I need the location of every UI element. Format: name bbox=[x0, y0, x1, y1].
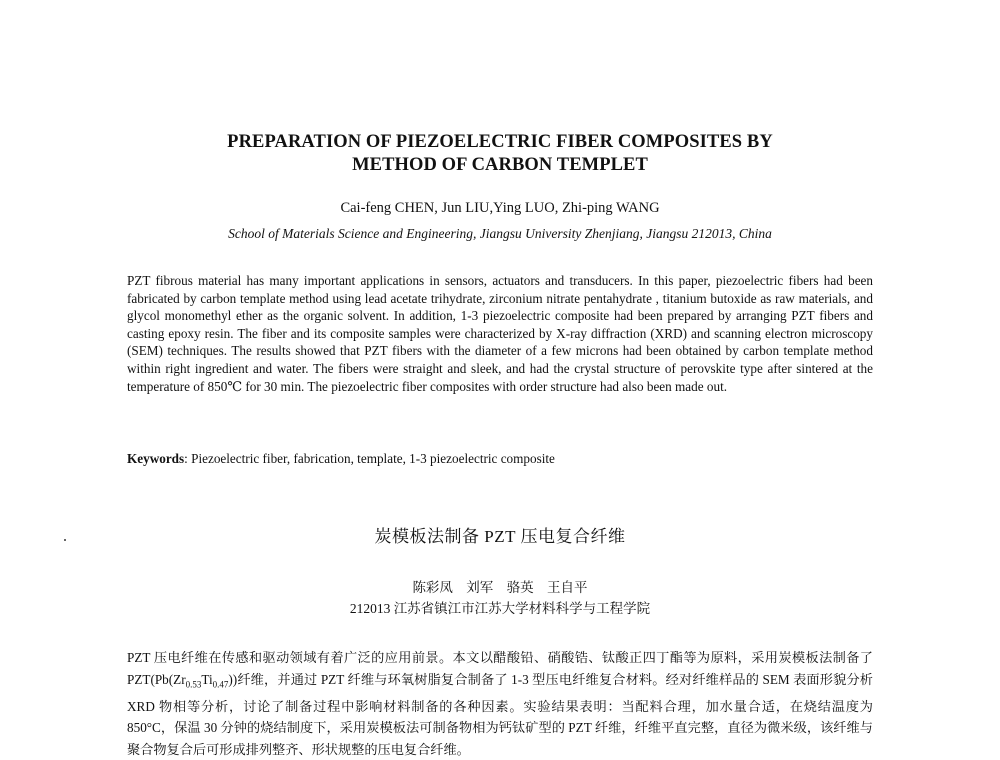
keywords-label: Keywords bbox=[127, 451, 185, 466]
paper-title-line-2: METHOD OF CARBON TEMPLET bbox=[352, 155, 648, 175]
chinese-affiliation: 212013 江苏省镇江市江苏大学材料科学与工程学院 bbox=[349, 601, 651, 616]
chinese-title: 炭模板法制备 PZT 压电复合纤维 bbox=[374, 527, 626, 546]
keywords-text: : Piezoelectric fiber, fabrication, template, 1-3 piezoelectric composite bbox=[184, 451, 555, 466]
paper-title-line-1: PREPARATION OF PIEZOELECTRIC FIBER COMPOSITES BY bbox=[227, 132, 773, 152]
zr-subscript: 0.53 bbox=[185, 679, 202, 690]
ti-label: Ti bbox=[201, 671, 213, 687]
ti-subscript: 0.47 bbox=[212, 679, 229, 690]
chinese-abstract-part-2: ))纤维，并通过 PZT 纤维与环氧树脂复合制备了 1-3 型压电纤维复合材料。经对纤维样品的 SEM 表面形貌分析 XRD 物相等分析，讨论了制备过程中影响材料制备的各种因素。实验结果表明：当配料合理，加水量合适，在烧结温度为 850°C，保温 30 分钟的烧结制度下，采用炭模板法可制备物相为钙钛矿型的 PZT 纤维，纤维平直完整，直径为微米级，该纤维与聚合物复合后可形成排列整齐、形状规整的压电复合纤维。 bbox=[127, 671, 873, 757]
chinese-abstract-part-1: PZT 压电纤维在传感和驱动领域有着广泛的应用前景。本文以醋酸铅、硝酸锆、钛酸正四丁酯等为原料，采用炭模板法制备了 PZT(Pb(Zr bbox=[127, 650, 873, 687]
chinese-abstract bbox=[127, 647, 873, 760]
chinese-author-list: 陈彩凤 刘军 骆英 王自平 bbox=[412, 580, 588, 595]
author-list: Cai-feng CHEN, Jun LIU,Ying LUO, Zhi-ping WANG bbox=[340, 200, 660, 216]
keywords-line bbox=[127, 450, 873, 468]
english-abstract: PZT fibrous material has many important applications in sensors, actuators and transducers. In this paper, piezoelectric fibers had been fabricated by carbon template method using lead acetate trihydrate, zirconium nitrate pentahydrate , titanium butoxide as raw materials, and glycol monomethyl ether as the organic solvent. In addition, 1-3 piezoelectric composite had been prepared by arranging PZT fibers and casting epoxy resin. The fiber and its composite samples were characterized by X-ray diffraction (XRD) and scanning electron microscopy (SEM) techniques. The results showed that PZT fibers with the diameter of a few microns had been obtained by carbon template method within right ingredient and water. The fibers were straight and sleek, and had the crystal structure of perovskite type after sintered at the temperature of 850℃ for 30 min. The piezoelectric fiber composites with order structure had also been made out. bbox=[127, 273, 873, 394]
affiliation: School of Materials Science and Engineering, Jiangsu University Zhenjiang, Jiangsu 212013, China bbox=[228, 226, 772, 241]
